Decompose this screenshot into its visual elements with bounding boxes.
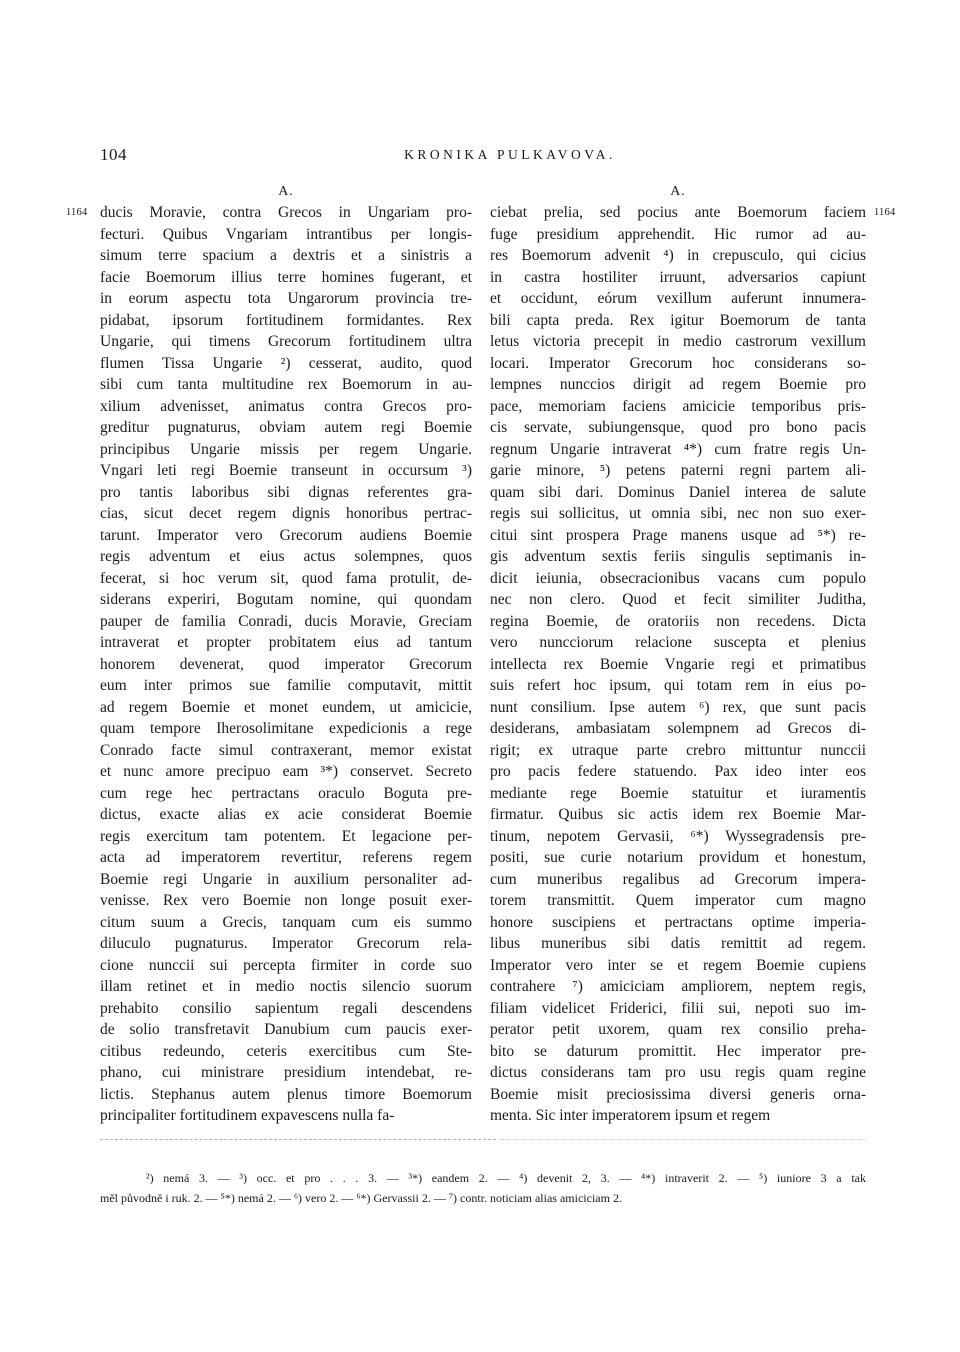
- text-line: greditur pugnaturus, obviam autem regi Boemie: [100, 419, 472, 436]
- text-line: prehabito consilio sapientum regali descendens: [100, 999, 472, 1017]
- text-line: suis refert hoc ipsum, qui totam rem in eius po-: [490, 677, 866, 694]
- text-line: contrahere ⁷) amiciciam ampliorem, neptem regis,: [490, 978, 866, 995]
- text-line: ciebat prelia, sed pocius ante Boemorum faciem: [490, 204, 866, 221]
- text-line: dictus considerans tam pro usu regis quam regine: [490, 1064, 866, 1081]
- text-line: fecerat, si hoc verum sit, quod fama protulit, de-: [100, 569, 472, 587]
- footnote-line: měl původně i ruk. 2. — ⁵*) nemá 2. — ⁶) vero 2. — ⁶*) Gervassii 2. — ⁷) contr. noticiam alias amiciciam 2.: [100, 1191, 622, 1205]
- text-line: acta ad imperatorem revertitur, referens regem: [100, 849, 472, 866]
- text-line: fecturi. Quibus Vngariam intrantibus per longis-: [100, 225, 472, 243]
- text-line: gis adventum sextis feriis singulis septimanis in-: [490, 548, 866, 565]
- text-line: pro tantis laboribus sibi dignas referentes gra-: [100, 483, 472, 501]
- right-column-body: [490, 202, 866, 1127]
- text-line: venisse. Rex vero Boemie non longe posuit exer-: [100, 892, 472, 909]
- text-line: garie minore, ⁵) petens paterni regni partem ali-: [490, 462, 866, 479]
- text-line: quam tempore Iherosolimitane expedicionis a rege: [100, 720, 472, 737]
- footnote-separator: [100, 1139, 496, 1140]
- left-column-body: [100, 202, 472, 1127]
- text-line: torem transmittit. Quem imperator cum magno: [490, 892, 866, 909]
- text-line: illam retinet et in medio noctis silencio suorum: [100, 978, 472, 995]
- text-line: diluculo pugnaturus. Imperator Grecorum rela-: [100, 935, 472, 952]
- text-line: intraverat et propter probitatem eius ad tantum: [100, 634, 472, 651]
- text-line: tarunt. Imperator vero Grecorum audiens Boemie: [100, 526, 472, 544]
- text-line: Conrado facte simul contraxerant, memor existat: [100, 741, 472, 759]
- text-line: honore suscipiens et pertractans optime imperia-: [490, 913, 866, 931]
- text-line: nunt consilium. Ipse autem ⁶) rex, que sunt pacis: [490, 698, 866, 716]
- text-line: Imperator vero inter se et regem Boemie cupiens: [490, 956, 866, 974]
- text-line: lictis. Stephanus autem plenus timore Boemorum: [100, 1085, 472, 1103]
- text-line: pauper de familia Conradi, ducis Moravie, Greciam: [100, 612, 472, 630]
- footnotes: [100, 1168, 866, 1208]
- text-line: lempnes nunccios dirigit ad regem Boemie pro: [490, 376, 866, 393]
- text-line: et occidunt, eórum vexillum auferunt innumera-: [490, 290, 866, 307]
- text-line: citui sint prospera Prage manens usque ad ⁵*) re-: [490, 526, 866, 544]
- page-number: 104: [100, 145, 127, 164]
- text-line: cum rege hec pertractans oraculo Boguta pre-: [100, 784, 472, 802]
- text-line: de solio transfretavit Danubium cum paucis exer-: [100, 1021, 472, 1038]
- text-line: honorem devenerat, quod imperator Grecorum: [100, 655, 472, 673]
- text-line: positi, sue curie notarium providum et honestum,: [490, 849, 866, 866]
- text-line: fuge presidium apprehendit. Hic rumor ad au-: [490, 225, 866, 243]
- text-line: filiam videlicet Friderici, filii sui, nepoti suo im-: [490, 999, 866, 1017]
- text-line: pace, memoriam faciens amicicie temporibus pris-: [490, 397, 866, 415]
- text-line: letus victoria precepit in medio castrorum vexillum: [490, 333, 866, 350]
- text-line: bito se daturum promittit. Hec imperator pre-: [490, 1042, 866, 1060]
- text-line: tinum, nepotem Gervasii, ⁶*) Wyssegradensis pre-: [490, 827, 866, 845]
- text-line: xilium advenisset, animatus contra Grecos pro-: [100, 397, 472, 415]
- text-line: Ungarie, qui timens Grecorum fortitudinem ultra: [100, 333, 472, 350]
- text-line: facie Boemorum illius terre homines fugerant, et: [100, 268, 472, 286]
- text-line: sibi cum tanta multitudine rex Boemorum in au-: [100, 376, 472, 393]
- text-line: principibus Ungarie missis per regem Ungarie.: [100, 440, 472, 458]
- footnote-separator-right: [500, 1139, 866, 1140]
- margin-year-left: 1164: [66, 207, 88, 218]
- text-line: bili capta preda. Rex igitur Boemorum de tanta: [490, 311, 866, 329]
- text-line: cis servate, subiungensque, quod pro bono pacis: [490, 419, 866, 436]
- text-line: locari. Imperator Grecorum hoc considerans so-: [490, 354, 866, 372]
- text-line: eum inter primos sue familie computavit, mittit: [100, 677, 472, 694]
- left-text-column: [100, 182, 472, 1127]
- text-line: regis exercitum tam potentem. Et legacione per-: [100, 827, 472, 845]
- text-line: ad regem Boemie et monet eundem, ut amicicie,: [100, 698, 472, 716]
- text-line: regis sui sollicitus, ut omnia sibi, nec non suo exer-: [490, 505, 866, 522]
- text-line: res Boemorum advenit ⁴) in crepusculo, qui cicius: [490, 247, 866, 264]
- text-line: quam sibi dari. Dominus Daniel interea de salute: [490, 483, 866, 501]
- text-line: intellecta rex Boemie Vngarie regi et primatibus: [490, 655, 866, 673]
- running-title: KRONIKA PULKAVOVA.: [404, 147, 616, 162]
- footnote-line: ²) nemá 3. — ³) occ. et pro . . . 3. — ³*) eandem 2. — ⁴) devenit 2, 3. — ⁴*) intraverit 2. — ⁵) iuniore 3 a tak: [146, 1171, 866, 1185]
- text-line: dicit ieiunia, obsecracionibus vacans cum populo: [490, 569, 866, 587]
- column-heading-right: A.: [670, 184, 686, 199]
- text-line: Vngari leti regi Boemie transeunt in occursum ³): [100, 462, 472, 479]
- text-line: rigit; ex utraque parte crebro mittuntur nunccii: [490, 741, 866, 759]
- text-line: vero nuncciorum relacione suscepta et plenius: [490, 634, 866, 651]
- text-line: dictus, exacte alias ex acie considerat Boemie: [100, 806, 472, 823]
- text-line: firmatur. Quibus sic actis idem rex Boemie Mar-: [490, 806, 866, 823]
- text-line: desiderans, ambasiatam solempnem ad Grecos di-: [490, 720, 866, 737]
- text-line: regnum Ungarie intraverat ⁴*) cum fratre regis Un-: [490, 440, 866, 458]
- text-line: principaliter fortitudinem expavescens nulla fa-: [100, 1107, 395, 1124]
- text-line: Boemie misit preciosissima diversi generis orna-: [490, 1085, 866, 1103]
- text-line: pro pacis federe statuendo. Pax ideo inter eos: [490, 763, 866, 780]
- text-line: Boemie regi Ungarie in auxilium personaliter ad-: [100, 870, 472, 888]
- text-line: cias, sicut decet regem dignis honoribus pertrac-: [100, 505, 472, 522]
- text-line: citibus redeundo, ceteris exercitibus cum Ste-: [100, 1042, 472, 1060]
- right-text-column: [490, 182, 866, 1127]
- text-line: cum muneribus regalibus ad Grecorum impera-: [490, 870, 866, 888]
- text-line: siderans experiri, Bogutam nomine, qui quondam: [100, 591, 472, 608]
- text-line: menta. Sic inter imperatorem ipsum et regem: [490, 1107, 771, 1124]
- margin-year-right: 1164: [874, 207, 896, 218]
- text-line: phano, cui ministrare presidium intendebat, re-: [100, 1064, 472, 1081]
- text-line: cione nunccii sui percepta firmiter in corde suo: [100, 956, 472, 974]
- text-line: perator petit uxorem, quam rex consilio preha-: [490, 1021, 866, 1038]
- text-line: in eorum aspectu tota Ungarorum provincia tre-: [100, 290, 472, 307]
- text-line: pidabat, ipsorum fortitudinem formidantes. Rex: [100, 311, 472, 329]
- text-line: libus muneribus sibi datis remittit ad regem.: [490, 935, 866, 952]
- column-heading-left: A.: [278, 184, 294, 199]
- text-line: simum terre spacium a dextris et a sinistris a: [100, 247, 472, 264]
- text-line: nec non clero. Quod et fecit similiter Juditha,: [490, 591, 866, 608]
- text-line: regina Boemie, de oratoriis non recedens. Dicta: [490, 612, 866, 630]
- text-line: et nunc amore precipuo eam ³*) conservet. Secreto: [100, 763, 472, 780]
- text-line: flumen Tissa Ungarie ²) cesserat, audito, quod: [100, 354, 472, 372]
- text-line: ducis Moravie, contra Grecos in Ungariam pro-: [100, 204, 472, 221]
- text-line: mediante rege Boemie statuitur et iuramentis: [490, 784, 866, 802]
- text-line: citum suum a Grecis, tanquam cum eis summo: [100, 913, 472, 931]
- text-line: regis adventum et eius actus solempnes, quos: [100, 548, 472, 565]
- text-line: in castra hostiliter irruunt, adversarios capiunt: [490, 268, 866, 286]
